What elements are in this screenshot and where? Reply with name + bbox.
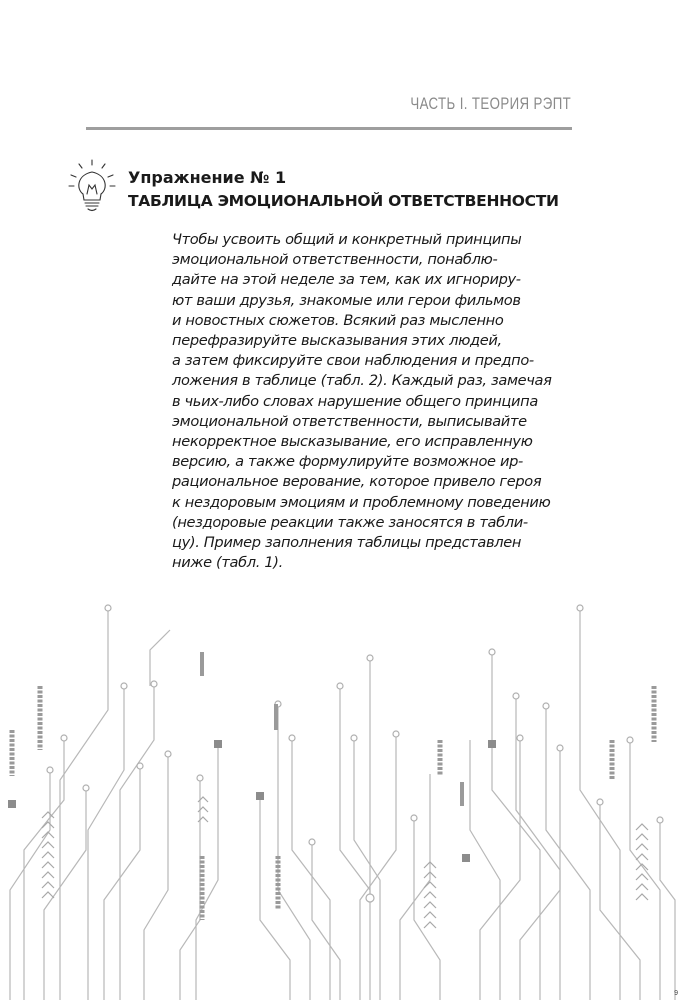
body-line: к нездоровым эмоциям и проблемному поведению	[172, 493, 551, 511]
body-line: в чьих-либо словах нарушение общего принципа	[172, 392, 538, 410]
body-line: цу). Пример заполнения таблицы представлен	[172, 534, 522, 552]
body-line: некорректное высказывание, его исправленную	[172, 433, 533, 451]
exercise-title: ТАБЛИЦА ЭМОЦИОНАЛЬНОЙ ОТВЕТСТВЕННОСТИ	[128, 192, 559, 210]
exercise-body	[172, 230, 592, 573]
body-line: эмоциональной ответственности, выписывайте	[172, 412, 527, 430]
body-line: и новостных сюжетов. Всякий раз мысленно	[172, 311, 504, 329]
circuit-board-decoration	[0, 590, 681, 1000]
body-line: (нездоровые реакции также заносятся в табли-	[172, 513, 528, 531]
header-rule	[86, 127, 572, 130]
body-line: перефразируйте высказывания этих людей,	[172, 332, 502, 350]
body-line: ниже (табл. 1).	[172, 554, 283, 572]
exercise-label: Упражнение № 1	[128, 168, 287, 187]
body-line: эмоциональной ответственности, понаблю-	[172, 251, 498, 269]
body-line: Чтобы усвоить общий и конкретный принципы	[172, 231, 522, 248]
running-head: ЧАСТЬ I. ТЕОРИЯ РЭПТ	[410, 94, 571, 113]
body-line: рациональное верование, которое привело героя	[172, 473, 542, 491]
body-line: ложения в таблице (табл. 2). Каждый раз, замечая	[172, 372, 552, 390]
body-line: дайте на этой неделе за тем, как их игнориру-	[172, 271, 521, 289]
body-line: ют ваши друзья, знакомые или герои фильмов	[172, 291, 521, 309]
body-line: а затем фиксируйте свои наблюдения и предпо-	[172, 352, 534, 370]
body-line: версию, а также формулируйте возможное ир-	[172, 453, 523, 471]
lightbulb-icon	[62, 158, 122, 214]
page-number: 9	[674, 990, 678, 997]
